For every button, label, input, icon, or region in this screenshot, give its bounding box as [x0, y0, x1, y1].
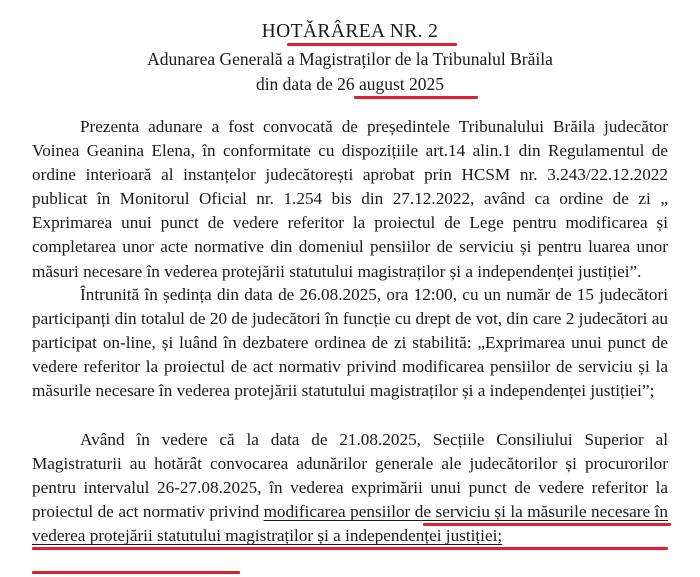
paragraph-meeting-text: Întrunită în ședința din data de 26.08.2025, ora 12:00, cu un număr de 15 judecători participanți din totalul de 20 de judecători în funcție cu drept de vot, din care 2 judecători au participat on-line, și luând în dezbatere ordinea de zi stabilită: „Exprimarea unui punct de vedere referitor la proiectul de act normativ privind modificarea pensiilor de serviciu și la măsurile necesare în vederea protejării statutului magistraților și a independenței justiției”; [32, 285, 668, 401]
date-red-underline [354, 96, 478, 99]
paragraph-csm-text: Având în vedere că la data de 21.08.2025, Secțiile Consiliului Superior al Magistraturii au hotărât convocarea adunărilor generale ale judecătorilor și procurorilor pentru intervalul 26-27.08.2025, în vederea exprimării unui punct de vedere referitor la proiectul de act normativ privind [32, 430, 668, 522]
highlight-underline-2 [32, 547, 668, 550]
subtitle-date: 26 august 2025 [337, 74, 445, 94]
title-red-underline [287, 43, 457, 46]
highlight-underline-3 [32, 571, 240, 574]
document-subtitle [0, 47, 700, 97]
subtitle-date-prefix: din data de [255, 74, 338, 94]
paragraph-convocation [32, 115, 668, 284]
paragraph-convocation-text: Prezenta adunare a fost convocată de președintele Tribunalului Brăila judecător Voinea Geanina Elena, în conformitate cu dispozițiile art.14 alin.1 din Regulamentul de ordine interioară al instanțelor judecătorești aprobat prin HCSM nr. 3.243/22.12.2022 publicat în Monitorul Oficial nr. 1.254 bis din 27.12.2022, având ca ordine de zi „ Exprimarea unui punct de vedere referitor la proiectul de Lege pentru modificarea și completarea unor acte normative din domeniul pensiilor de serviciu și pentru luarea unor măsuri necesare în vederea protejării statutului magistraților și a independenței justiției”. [32, 117, 668, 281]
paragraph-meeting [32, 283, 668, 403]
paragraph-csm-underlined-text: modificarea pensiilor de serviciu și la măsurile necesare în vederea protejării statutului magistraților și a independenței justiției; [32, 502, 668, 546]
title-text: HOTĂRÂREA NR. 2 [261, 21, 439, 42]
highlight-underline-1 [423, 523, 671, 526]
paragraph-csm-context [32, 428, 668, 548]
document-title [0, 20, 700, 44]
subtitle-line-2 [0, 72, 700, 97]
subtitle-line-1: Adunarea Generală a Magistraților de la Tribunalul Brăila [147, 49, 553, 69]
